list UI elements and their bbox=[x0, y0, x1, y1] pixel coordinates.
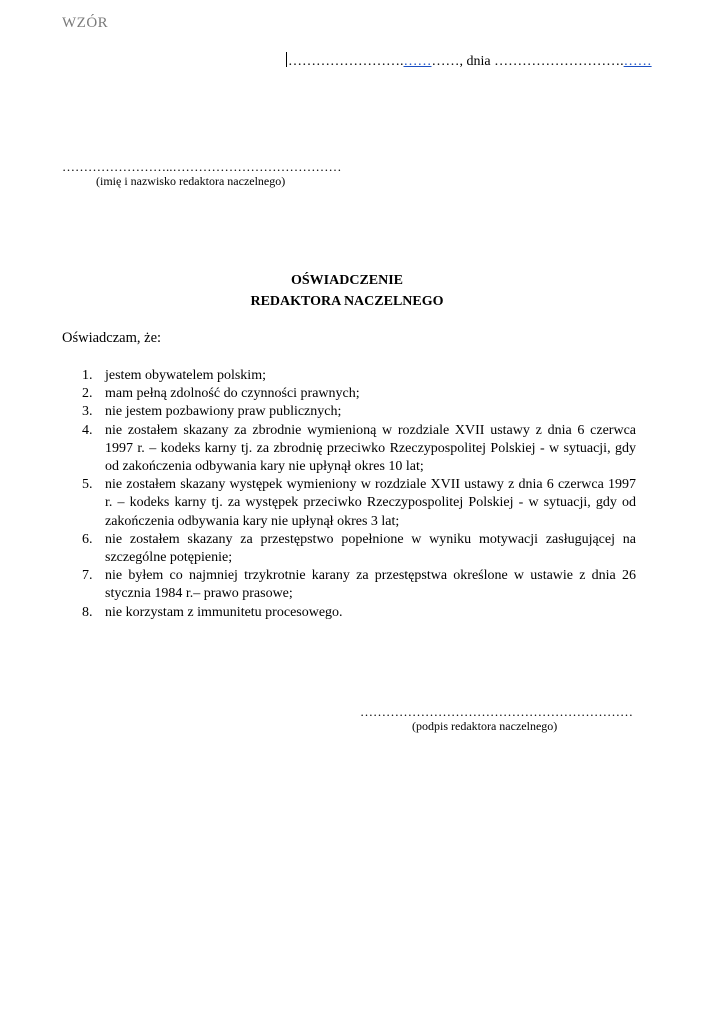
item-number: 3. bbox=[82, 404, 93, 420]
signature-field bbox=[360, 705, 632, 733]
item-number: 8. bbox=[82, 604, 93, 620]
item-text: nie zostałem skazany występek wymieniony w rozdziale XVII ustawy z dnia 6 czerwca 1997 r. – kodeks karny tj. za występek przeciwko Rzeczypospolitej Polskiej - w sytuacji, gdy od zakończenia odbywania kary nie upłynął okres 3 lat; bbox=[105, 477, 636, 529]
document-title: OŚWIADCZENIE bbox=[290, 273, 404, 288]
item-text: nie zostałem skazany za zbrodnie wymienioną w rozdziale XVII ustawy z dnia 6 czerwca 1997 r. – kodeks karny tj. za zbrodnię przeciwko Rzeczypospolitej Polskiej - w sytuacji, gdy od zakończenia odbywania kary nie upłynął okres 10 lat; bbox=[105, 422, 636, 475]
item-number: 5. bbox=[82, 477, 93, 493]
list-item bbox=[62, 567, 636, 603]
list-item bbox=[62, 604, 636, 622]
item-text: nie byłem co najmniej trzykrotnie karany za przestępstwa określone w ustawie z dnia 26 stycznia 1984 r.– prawo prasowe; bbox=[105, 568, 636, 602]
date-label: ……, dnia ………………………. bbox=[431, 54, 624, 69]
list-item bbox=[62, 476, 636, 531]
list-item bbox=[62, 422, 636, 477]
item-text: nie zostałem skazany za przestępstwo popełnione w wyniku motywacji zasługującej na szczególne potępienie; bbox=[105, 531, 636, 566]
item-number: 2. bbox=[82, 386, 93, 402]
editor-name-field bbox=[62, 160, 352, 188]
item-text: nie jestem pozbawiony praw publicznych; bbox=[105, 404, 342, 420]
list-item bbox=[62, 385, 636, 403]
place-date-line bbox=[286, 52, 652, 70]
item-text: jestem obywatelem polskim; bbox=[105, 368, 266, 383]
item-number: 4. bbox=[82, 422, 93, 438]
document-subtitle: REDAKTORA NACZELNEGO bbox=[250, 294, 444, 309]
editor-name-caption: (imię i nazwisko redaktora naczelnego) bbox=[96, 174, 286, 188]
item-text: nie korzystam z immunitetu procesowego. bbox=[105, 604, 343, 620]
item-text: mam pełną zdolność do czynności prawnych; bbox=[105, 386, 360, 402]
editor-name-dots: ……………………..………………………………… bbox=[62, 159, 342, 174]
text-cursor bbox=[286, 52, 287, 67]
item-number: 6. bbox=[82, 531, 93, 547]
list-item bbox=[62, 531, 636, 567]
place-field-link[interactable]: …… bbox=[403, 54, 432, 69]
template-mark: WZÓR bbox=[62, 15, 109, 31]
signature-caption: (podpis redaktora naczelnego) bbox=[412, 719, 558, 733]
signature-dots: ……………………………………………………… bbox=[360, 704, 633, 719]
statements-list bbox=[62, 367, 636, 622]
place-dots: ……………………. bbox=[288, 54, 404, 69]
intro-text: Oświadczam, że: bbox=[62, 330, 162, 346]
list-item bbox=[62, 403, 636, 421]
item-number: 1. bbox=[82, 368, 93, 383]
list-item bbox=[62, 367, 636, 385]
item-number: 7. bbox=[82, 568, 93, 584]
date-field-link[interactable]: …… bbox=[623, 54, 652, 69]
